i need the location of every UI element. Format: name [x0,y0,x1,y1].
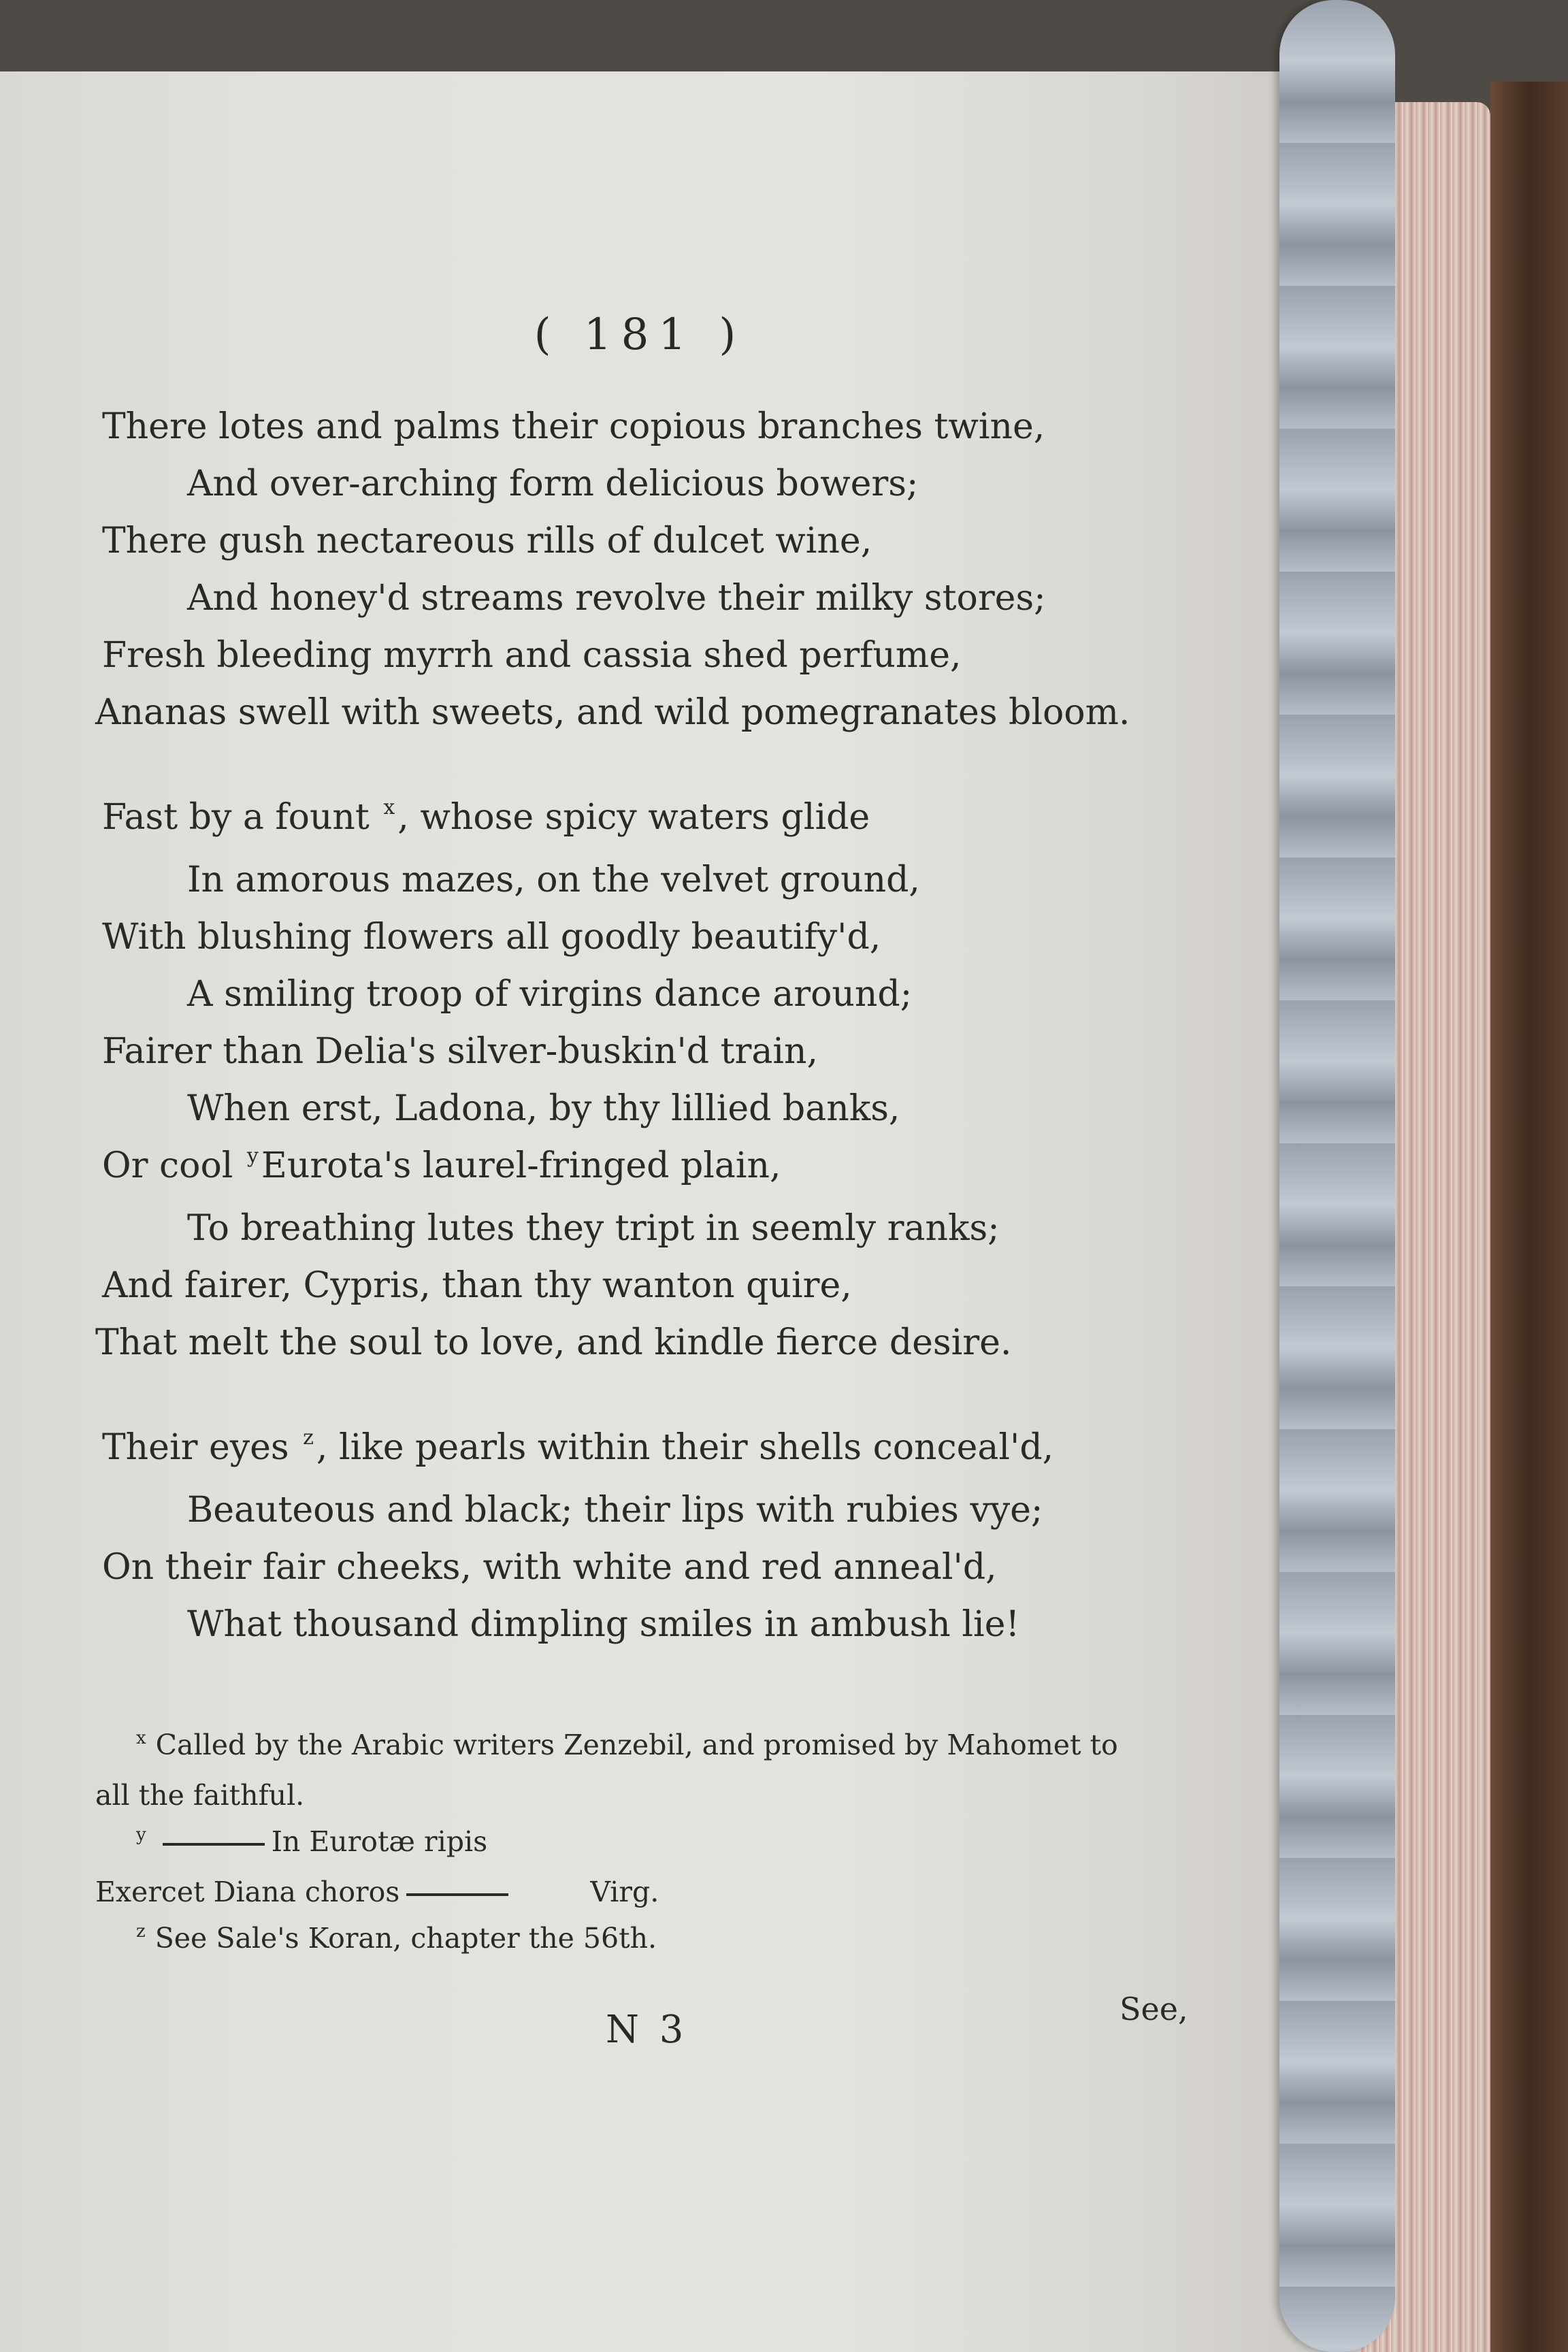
stanza-2 [95,789,1259,1371]
poem-line: Ananas swell with sweets, and wild pomegranates bloom. [95,692,1130,733]
poem-line-text: Eurota's laurel-fringed plain, [261,1145,781,1186]
poem-line: Beauteous and black; their lips with rubies vye; [187,1490,1043,1531]
footnote-mark: y [136,1825,146,1845]
footnote-text: Called by the Arabic writers Zenzebil, and promised by Mahomet to [155,1729,1118,1761]
poem-line: And over-arching form delicious bowers; [187,463,919,504]
footnote-text: In Eurotæ ripis [271,1825,488,1858]
poem-line [102,1137,1259,1200]
poem-line: With blushing flowers all goodly beautify'd, [102,917,881,958]
footnote-ref-x: x [383,796,395,819]
footnote-x-cont: all the faithful. [95,1779,305,1812]
stanza-3 [102,1419,1259,1653]
footnote-attribution: Virg. [590,1876,659,1908]
poem-line: On their fair cheeks, with white and red anneal'd, [102,1547,997,1588]
poem-line [102,1419,1259,1482]
poem-line: There lotes and palms their copious branches twine, [102,406,1045,447]
footnote-mark: x [136,1728,146,1748]
poem-line-text: Or cool [102,1145,233,1186]
poem-line-text: , like pearls within their shells conceal'd, [316,1427,1054,1468]
ribbon-bookmark [1279,0,1395,2352]
footnote-y-cont [95,1869,1211,1915]
poem-line: That melt the soul to love, and kindle fierce desire. [95,1322,1012,1363]
dash-rule [406,1893,508,1896]
footnote-mark: z [136,1921,146,1942]
footnotes [95,1722,1211,1965]
stanza-1 [95,398,1259,741]
poem [95,398,1259,1653]
footnote-text: Exercet Diana choros [95,1876,400,1908]
poem-line: And honey'd streams revolve their milky stores; [187,578,1046,619]
poem-line [102,789,1259,851]
page-number: ( 181 ) [534,310,746,360]
poem-line: To breathing lutes they tript in seemly ranks; [187,1208,1000,1249]
footnote-ref-z: z [303,1426,314,1450]
footnote-y [95,1818,1211,1869]
poem-line-text: Their eyes [102,1427,289,1468]
poem-line-text: Fast by a fount [102,797,370,838]
poem-line: Fresh bleeding myrrh and cassia shed perfume, [102,635,962,676]
footnote-z [95,1915,1211,1965]
book-cover [1490,82,1568,2352]
poem-line: Fairer than Delia's silver-buskin'd train, [102,1031,818,1072]
signature-mark: N 3 [606,2008,688,2052]
footnote-x [95,1722,1211,1772]
footnote-text: See Sale's Koran, chapter the 56th. [154,1922,657,1955]
poem-line: In amorous mazes, on the velvet ground, [187,860,920,900]
poem-line: And fairer, Cypris, than thy wanton quire, [102,1265,852,1306]
dash-rule [163,1843,265,1846]
footnote-ref-y: y [246,1144,259,1168]
catchword: See, [1120,1991,1188,2027]
poem-line: What thousand dimpling smiles in ambush lie! [187,1604,1020,1645]
poem-line: There gush nectareous rills of dulcet wine, [102,521,872,561]
poem-line: A smiling troop of virgins dance around; [187,974,913,1015]
poem-line-text: , whose spicy waters glide [397,797,870,838]
poem-line: When erst, Ladona, by thy lillied banks, [187,1088,900,1129]
